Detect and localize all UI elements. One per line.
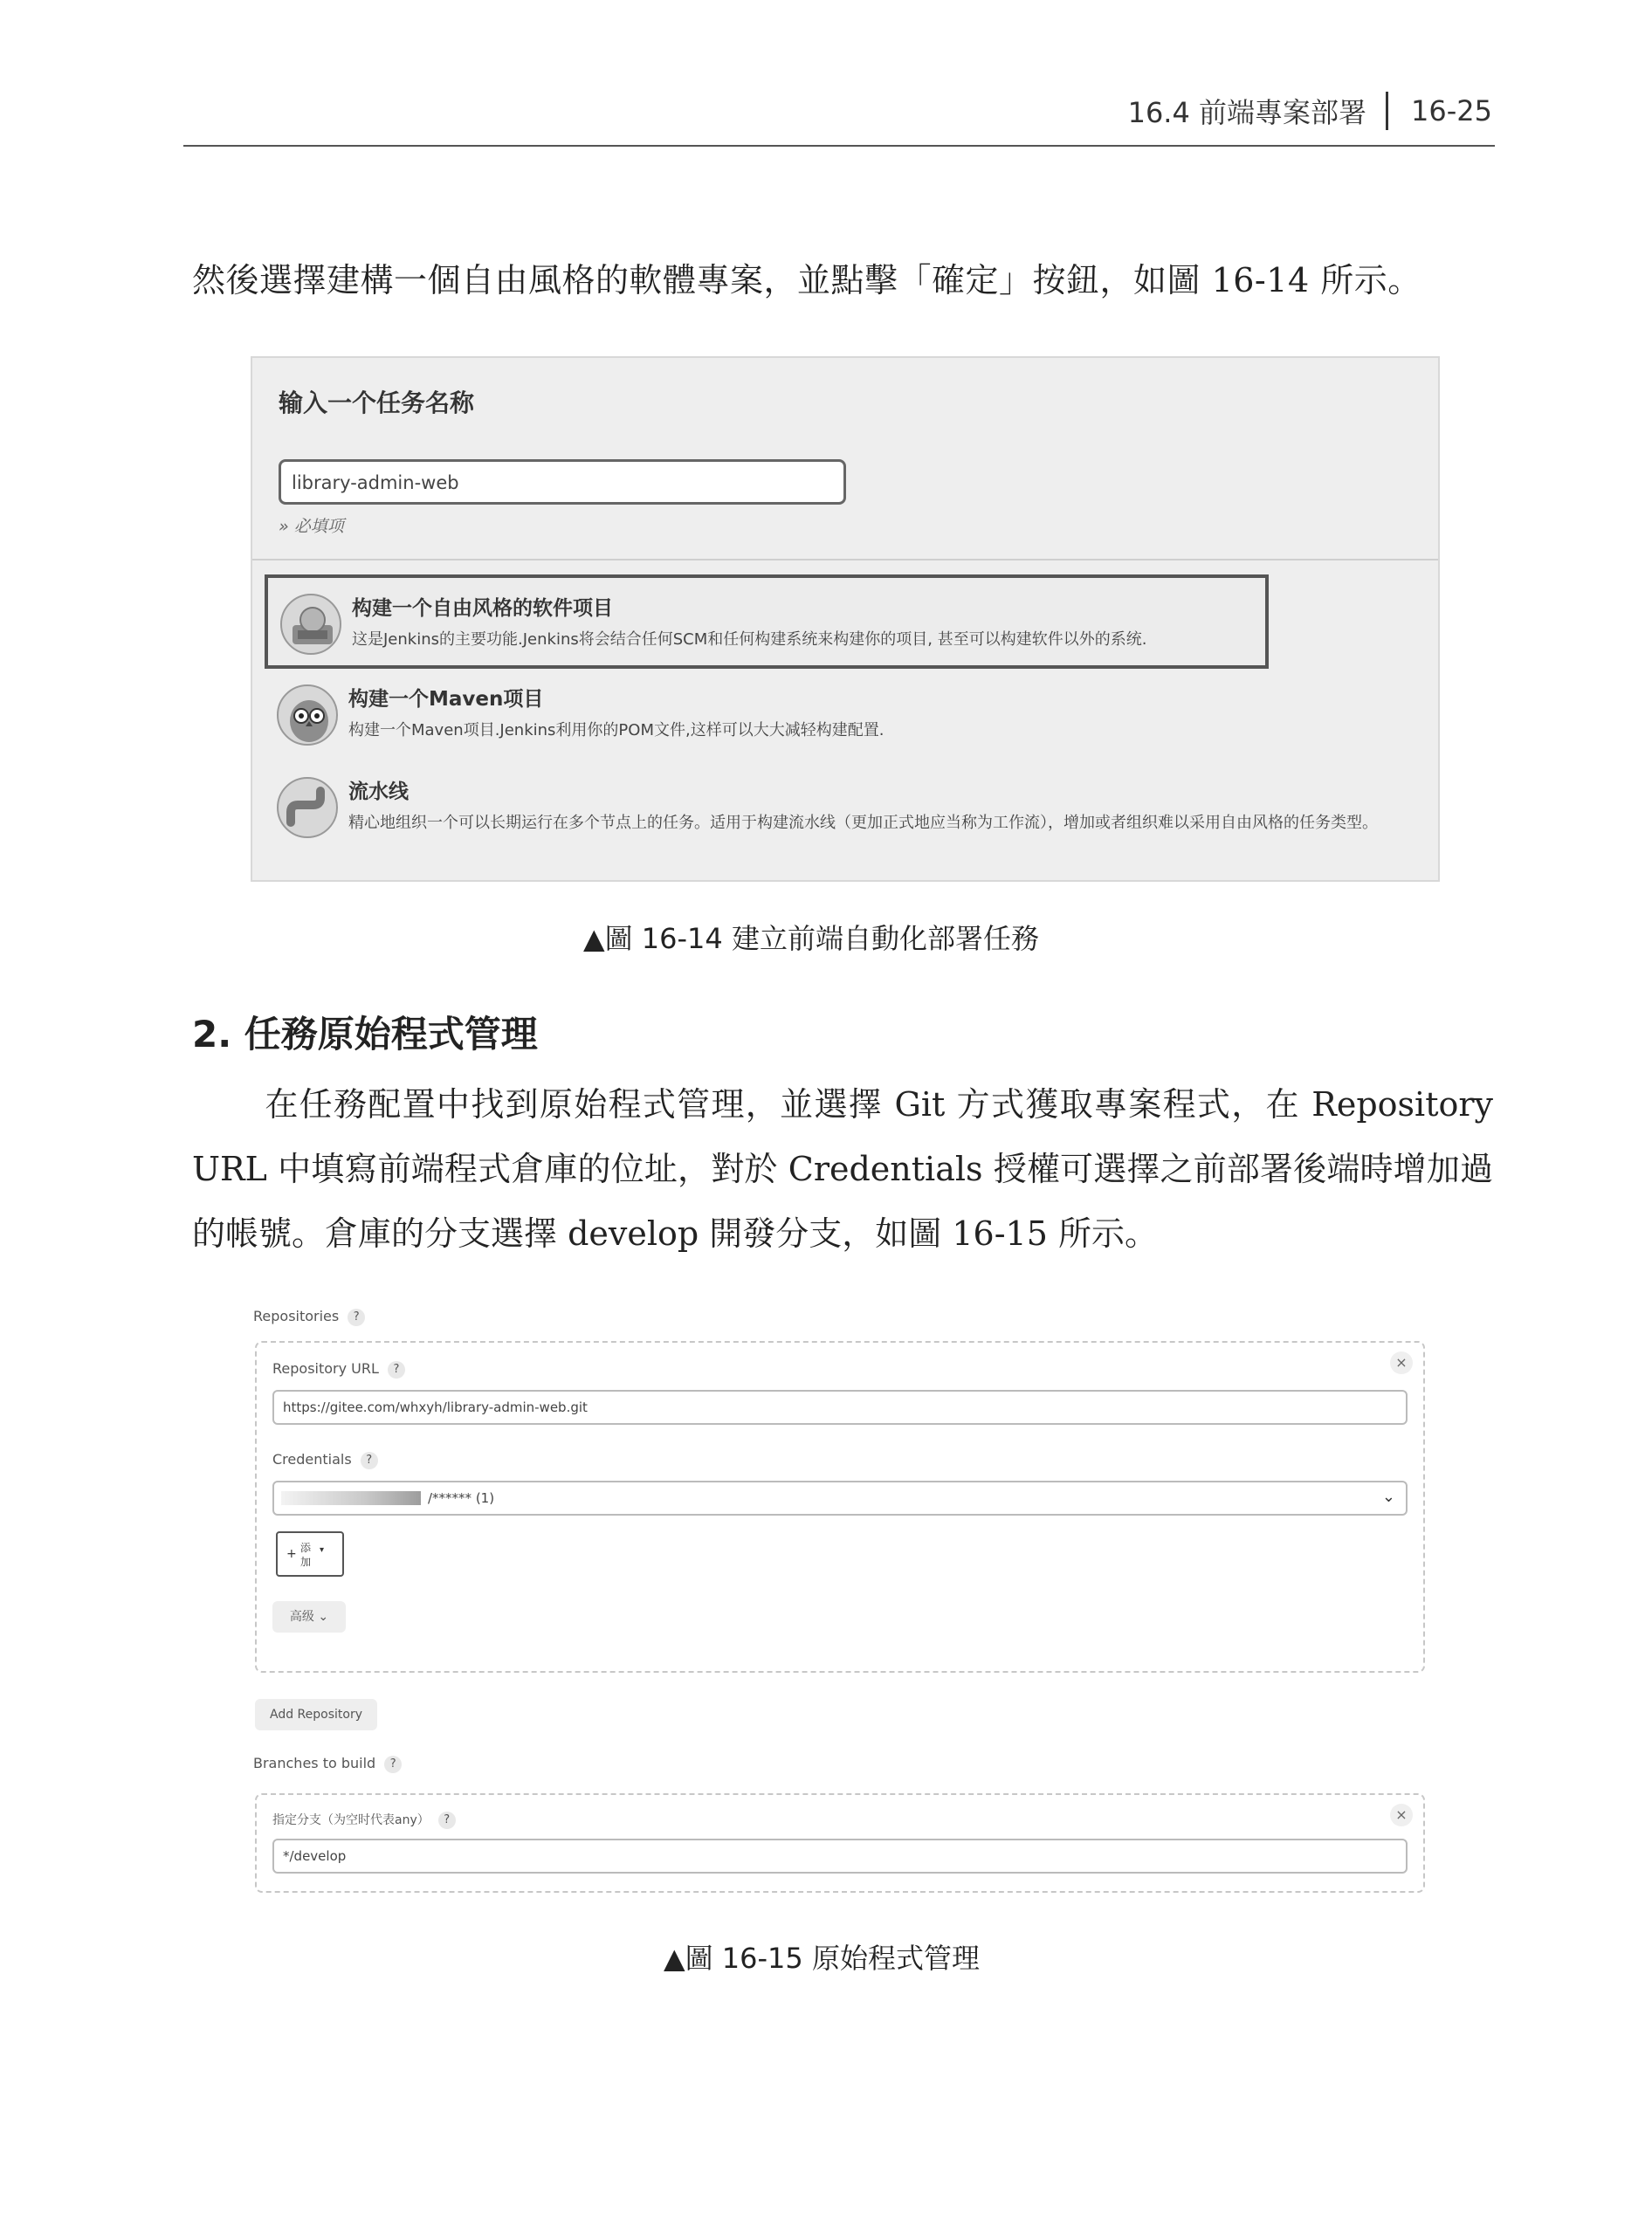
help-icon[interactable]: ? [384,1756,402,1773]
advanced-toggle-button[interactable]: 高级 ⌄ [272,1601,346,1633]
repository-block [255,1341,1425,1673]
branch-block [255,1793,1425,1893]
option-pipeline[interactable] [265,761,1378,875]
chevron-down-icon: ⌄ [318,1610,329,1624]
freestyle-project-icon [280,594,341,655]
remove-repository-icon[interactable]: × [1390,1351,1413,1374]
option-description: 构建一个Maven项目.Jenkins利用你的POM文件,这样可以大大减轻构建配置. [348,721,885,739]
figure-new-item-screenshot [251,356,1440,882]
help-icon[interactable]: ? [361,1452,378,1469]
figure-16-14-caption: ▲圖 16-14 建立前端自動化部署任務 [583,922,1039,955]
required-note: » 必填项 [279,517,344,536]
running-header [1128,91,1492,131]
credentials-value: /****** (1) [428,1490,495,1506]
repository-url-label: Repository URL ? [272,1360,405,1379]
body-text: 在任務配置中找到原始程式管理，並選擇 Git 方式獲取專案程式，在 Repository URL 中填寫前端程式倉庫的位址，對於 Credentials 授權可選擇之前部署後端時增加過的帳號。倉庫的分支選擇 develop 開發分支，如圖 16-15 所示。 [192,1085,1493,1253]
option-maven-project[interactable] [265,669,1269,756]
help-icon[interactable]: ? [388,1361,405,1379]
plus-icon: + [286,1547,297,1561]
remove-branch-icon[interactable]: × [1390,1804,1413,1826]
item-name-heading: 输入一个任务名称 [279,389,475,417]
header-rule [183,145,1495,147]
credentials-select[interactable] [272,1481,1408,1516]
add-credentials-button[interactable]: + 添 加 ▾ [276,1531,344,1577]
repository-url-input[interactable]: https://gitee.com/whxyh/library-admin-web.git [272,1390,1408,1425]
add-repository-button[interactable]: Add Repository [255,1699,377,1730]
credentials-label: Credentials ? [272,1451,378,1469]
figure-source-code-management [244,1292,1441,1905]
figure-16-15-caption: ▲圖 16-15 原始程式管理 [664,1942,980,1975]
branch-specifier-label: 指定分支（为空时代表any） ? [272,1811,456,1829]
option-title: 流水线 [348,781,409,803]
pipeline-icon [277,777,338,838]
intro-paragraph: 然後選擇建構一個自由風格的軟體專案，並點擊「確定」按鈕，如圖 16-14 所示。 [192,261,1421,299]
chevron-down-icon: ⌄ [1381,1488,1395,1506]
header-section-title: 16.4 前端專案部署 [1127,96,1367,129]
blurred-username [281,1491,421,1505]
maven-owl-icon [277,684,338,746]
item-name-input[interactable]: library-admin-web [279,459,846,505]
page-number: 16-25 [1411,94,1492,127]
header-divider [1386,92,1388,130]
repositories-label: Repositories ? [253,1308,365,1326]
help-icon[interactable]: ? [438,1812,456,1829]
help-icon[interactable]: ? [348,1309,365,1326]
option-title: 构建一个自由风格的软件项目 [352,597,613,620]
option-freestyle-project[interactable] [265,574,1269,669]
branch-specifier-input[interactable]: */develop [272,1839,1408,1874]
section-heading: 2. 任務原始程式管理 [192,1013,538,1056]
option-title: 构建一个Maven项目 [348,688,544,711]
branches-to-build-label: Branches to build ? [253,1755,402,1773]
option-description: 这是Jenkins的主要功能.Jenkins将会结合任何SCM和任何构建系统来构建你的项目, 甚至可以构建软件以外的系统. [352,630,1147,649]
option-description: 精心地组织一个可以长期运行在多个节点上的任务。适用于构建流水线（更加正式地应当称为工作流），增加或者组织难以采用自由风格的任务类型。 [348,814,1378,832]
divider [252,559,1438,560]
dropdown-caret-icon: ▾ [320,1545,325,1555]
body-paragraph [192,1072,1493,1266]
